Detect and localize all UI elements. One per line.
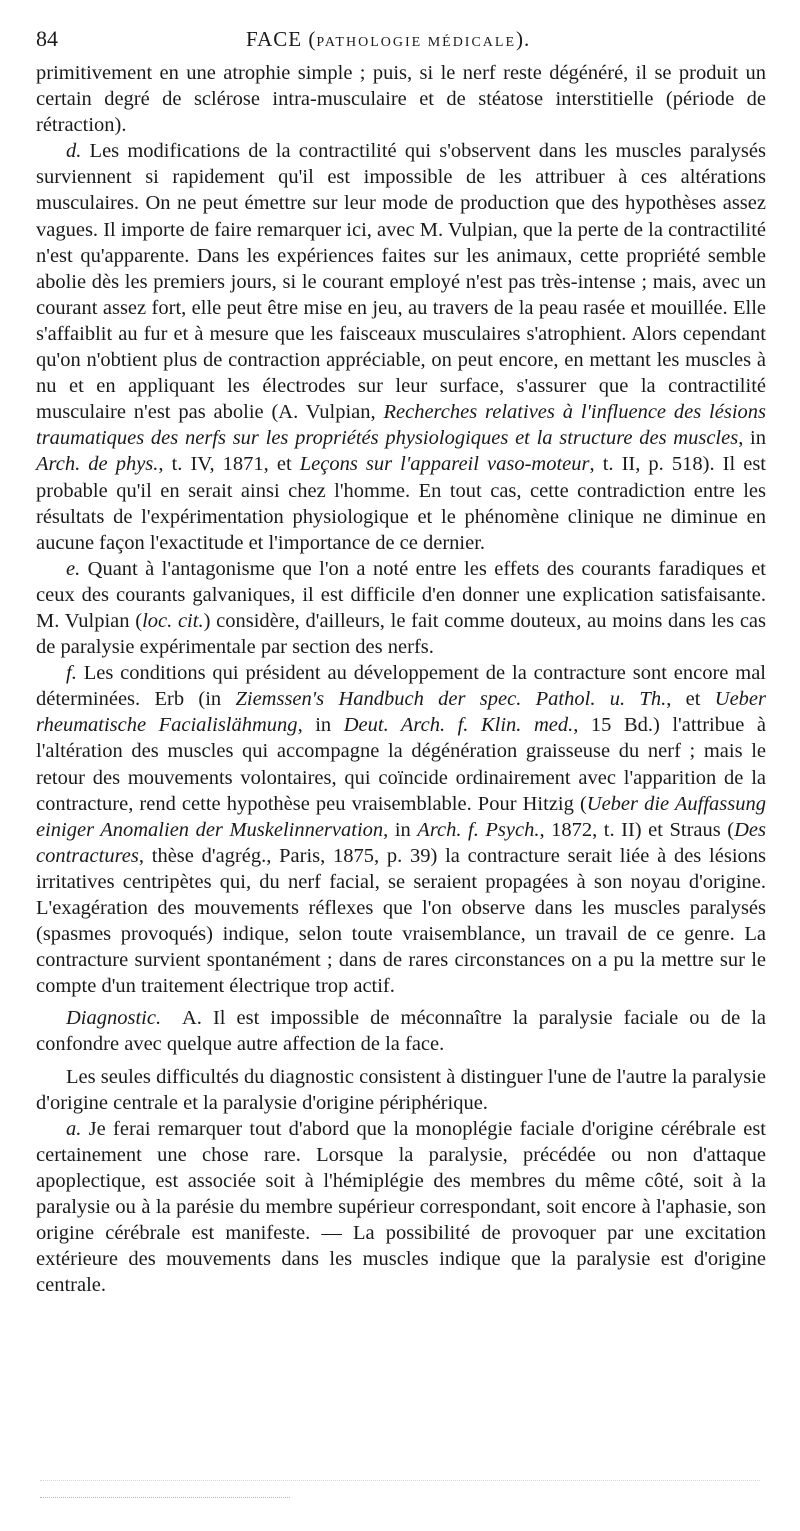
paragraph-difficulties: Les seules difficultés du diagnostic consistent à distinguer l'une de l'autre la paralysie d'origine centrale et la paralysie d'origine périphérique. <box>36 1065 766 1114</box>
paragraph-e: e. Quant à l'antagonisme que l'on a noté entre les effets des courants faradiques et ceux des courants galvaniques, il est difficile d'en donner une explication satisfaisante. M. Vulpian (loc. cit.) considère, d'ailleurs, le fait comme douteux, au moins dans les cas de paralysie expérimentale par section des nerfs. <box>36 557 766 659</box>
running-title-small: PATHOLOGIE MÉDICALE <box>316 35 517 50</box>
citation-title: Ziemssen's Handbuch der spec. Pathol. u. Th. <box>235 688 667 711</box>
paragraph-d: d. Les modifications de la contractilité qui s'observent dans les muscles paralysés surviennent si rapidement qu'il est impossible de les attribuer à ces altérations musculaires. On ne peut émettre sur leur mode de production que des hypothèses assez vagues. Il importe de faire remarquer ici, avec M. Vulpian, que la perte de la contractilité n'est qu'apparente. Dans les expériences faites sur les animaux, cette propriété semble abolie dès les premiers jours, si le courant employé n'est pas très-intense ; mais, avec un courant assez fort, elle peut être mise en jeu, au travers de la peau rasée et mouillée. Elle s'affaiblit au fur et à mesure que les faisceaux musculaires s'atrophient. Alors cependant qu'on n'obtient plus de contraction appréciable, on peut encore, en mettant les muscles à nu et en appliquant les électrodes sur leur surface, s'assurer que la contractilité musculaire n'est pas abolie (A. Vulpian, Recherches relatives à l'influence des lésions traumatiques des nerfs sur les propriétés physiologiques et la structure des muscles, in Arch. de phys., t. IV, 1871, et Leçons sur l'appareil vaso-moteur, t. II, p. 518). Il est probable qu'il en serait ainsi chez l'homme. En tout cas, cette contradiction entre les résultats de l'expérimentation physiologique et le phénomène clinique ne diminue en aucune façon l'exactitude et l'importance de ce dernier. <box>36 140 766 554</box>
citation-ref: loc. cit. <box>142 609 204 632</box>
citation-journal: Arch. f. Psych. <box>417 818 540 841</box>
running-title <box>246 27 530 52</box>
paragraph-marker: f. <box>66 662 77 685</box>
running-title-main: FACE ( <box>246 27 317 51</box>
paragraph-marker: e. <box>66 557 81 580</box>
citation-title: Recherches relatives à l'influence des lésions traumatiques des nerfs sur les propriétés physiologiques et la structure des muscles <box>36 401 766 450</box>
citation-journal: Deut. Arch. f. Klin. med. <box>343 714 574 737</box>
section-heading: Diagnostic. <box>66 1007 162 1030</box>
citation-title: Leçons sur l'appareil vaso-moteur <box>299 453 590 476</box>
paragraph-marker: d. <box>66 140 82 163</box>
scan-artifact-line <box>40 1468 760 1481</box>
paragraph-diagnostic: Diagnostic. A. Il est impossible de méconnaître la paralysie faciale ou de la confondre avec quelque autre affection de la face. <box>36 1007 772 1056</box>
paragraph-marker: a. <box>66 1117 82 1140</box>
body-text <box>36 60 772 1298</box>
citation-title: Ueber rheumatische Facialislähmung <box>36 688 766 737</box>
running-header <box>36 26 766 60</box>
citation-title: Ueber die Auffassung einiger Anomalien der Muskelinnervation <box>36 792 766 841</box>
paragraph-continuation: primitivement en une atrophie simple ; puis, si le nerf reste dégénéré, il se produit un certain degré de sclérose intra-musculaire et de stéatose interstitielle (période de rétraction). <box>36 62 766 137</box>
page-number: 84 <box>36 26 58 51</box>
running-title-end: ). <box>516 27 531 51</box>
paragraph-a: a. Je ferai remarquer tout d'abord que la monoplégie faciale d'origine cérébrale est certainement une chose rare. Lorsque la paralysie, précédée ou non d'attaque apoplectique, est associée soit à l'hémiplégie des membres du même côté, soit à la paralysie ou à la parésie du membre supérieur correspondant, soit encore à l'aphasie, son origine cérébrale est manifeste. — La possibilité de provoquer par une excitation extérieure des mouvements dans les muscles indique que la paralysie est d'origine centrale. <box>36 1117 766 1297</box>
citation-journal: Arch. de phys. <box>36 453 159 476</box>
scan-artifact-line <box>40 1493 290 1498</box>
paragraph-f: f. Les conditions qui président au développement de la contracture sont encore mal déterminées. Erb (in Ziemssen's Handbuch der spec. Pathol. u. Th., et Ueber rheumatische Facialislähmung, in Deut. Arch. f. Klin. med., 15 Bd.) l'attribue à l'altération des muscles qui accompagne la dégénération graisseuse du nerf ; mais le retour des mouvements volontaires, qui coïncide ordinairement avec l'apparition de la contracture, rend cette hypothèse peu vraisemblable. Pour Hitzig (Ueber die Auffassung einiger Anomalien der Muskelinnervation, in Arch. f. Psych., 1872, t. II) et Straus (Des contractures, thèse d'agrég., Paris, 1875, p. 39) la contracture serait liée à des lésions irritatives centripètes qui, du nerf facial, se seraient propagées à son noyau d'origine. L'exagération des mouvements réflexes que l'on observe dans les muscles paralysés (spasmes provoqués) indique, selon toute vraisemblance, un travail de ce genre. La contracture survient spontanément ; dans de rares circonstances on a pu la mettre sur le compte d'un traitement électrique trop actif. <box>36 662 766 998</box>
citation-title: Des contractures <box>36 818 766 867</box>
